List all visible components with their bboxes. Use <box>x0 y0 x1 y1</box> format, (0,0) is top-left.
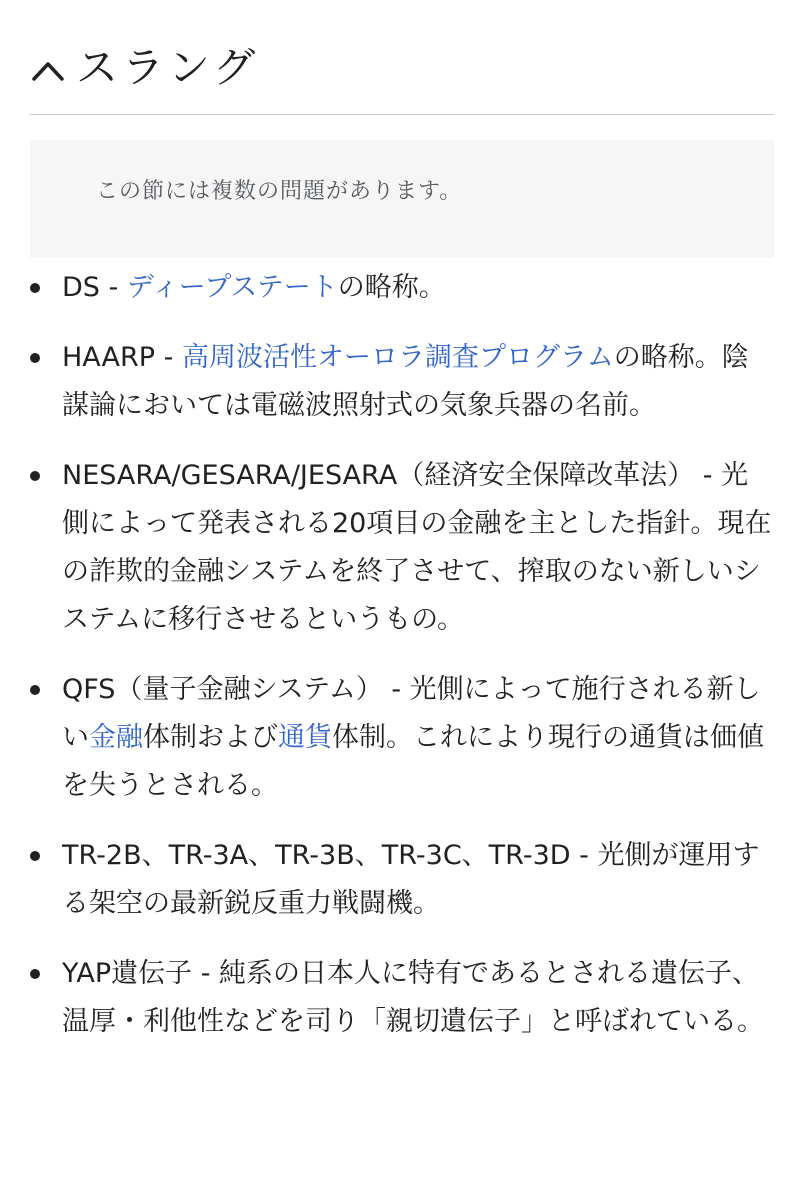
link-currency[interactable]: 通貨 <box>278 722 332 753</box>
description: YAP遺伝子 - 純系の日本人に特有であるとされる遺伝子、温厚・利他性などを司り「親切遺伝子」と呼ばれている。 <box>62 958 764 1037</box>
description-rest: 体制。これにより現行の通貨は価値を失うとされる。 <box>62 722 764 801</box>
separator: - <box>155 342 182 373</box>
description: の略称。 <box>337 272 446 303</box>
slang-list <box>30 264 774 1068</box>
separator: - <box>99 272 127 303</box>
term-haarp: HAARP <box>62 342 156 373</box>
bullet-icon <box>30 353 40 363</box>
link-finance[interactable]: 金融 <box>89 722 143 753</box>
list-item-qfs <box>30 666 774 810</box>
description: の略称。陰謀論においては電磁波照射式の気象兵器の名前。 <box>62 342 749 421</box>
description: TR-2B、TR-3A、TR-3B、TR-3C、TR-3D - 光側が運用する架空の最新鋭反重力戦闘機。 <box>62 840 760 919</box>
list-item-tr <box>30 832 774 928</box>
description: NESARA/GESARA/JESARA（経済安全保障改革法） - 光側によって発表される20項目の金融を主とした指針。現在の詐欺的金融システムを終了させて、搾取のない新しいシステムに移行させるというもの。 <box>62 460 772 635</box>
bullet-icon <box>30 851 40 861</box>
section-title: スラング <box>76 43 260 92</box>
bullet-icon <box>30 283 40 293</box>
list-item-yap <box>30 950 774 1046</box>
link-deep-state[interactable]: ディープステート <box>126 272 338 303</box>
list-item-haarp <box>30 334 774 430</box>
link-haarp[interactable]: 高周波活性オーロラ調査プログラム <box>181 342 614 373</box>
description-mid: 体制および <box>143 722 278 753</box>
section-header-slang[interactable] <box>30 22 774 115</box>
issues-notice-text: この節には複数の問題があります。 <box>96 179 463 204</box>
bullet-icon <box>30 471 40 481</box>
issues-notice-box <box>30 140 774 258</box>
description-prefix: QFS（量子金融システム） - 光側によって施行される新しい <box>62 674 761 753</box>
chevron-up-icon[interactable] <box>30 55 66 85</box>
list-item-ds <box>30 264 774 312</box>
bullet-icon <box>30 685 40 695</box>
bullet-icon <box>30 969 40 979</box>
term-ds: DS <box>62 272 100 303</box>
list-item-nesara <box>30 452 774 644</box>
